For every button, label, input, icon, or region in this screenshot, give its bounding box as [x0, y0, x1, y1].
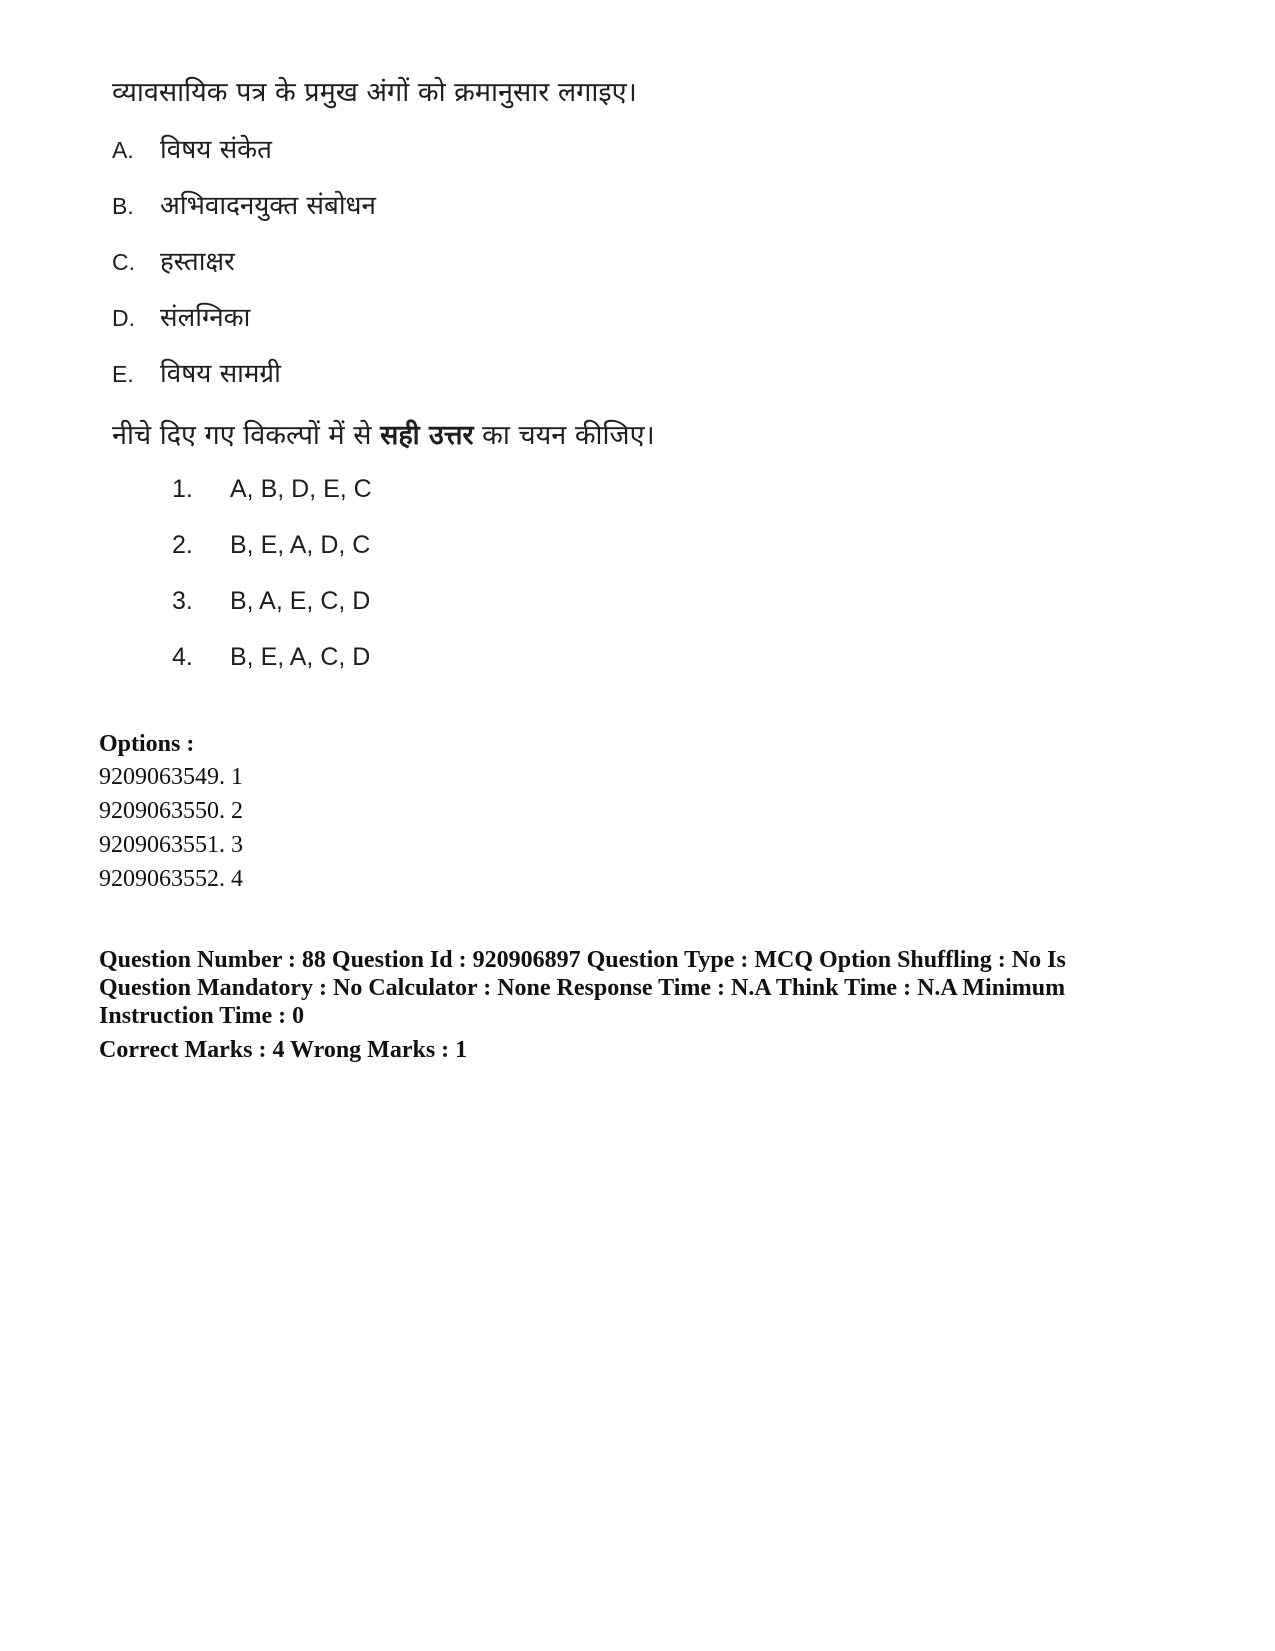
instruction-emphasis: सही उत्तर: [380, 420, 474, 451]
instruction-text-end: का चयन कीजिए।: [473, 420, 655, 451]
item-text: संलग्निका: [160, 303, 251, 333]
item-letter: C.: [112, 249, 135, 275]
answer-choice-2: [172, 531, 370, 560]
choice-text: A, B, D, E, C: [230, 475, 372, 503]
choice-text: B, E, A, D, C: [230, 531, 371, 559]
choice-number: 4.: [172, 643, 193, 671]
item-text: विषय संकेत: [160, 135, 272, 165]
item-text: अभिवादनयुक्त संबोधन: [160, 191, 376, 221]
options-heading: Options :: [99, 731, 195, 757]
item-text: हस्ताक्षर: [160, 247, 235, 277]
question-item-b: [112, 186, 376, 222]
choice-number: 3.: [172, 587, 193, 615]
option-line: 9209063551. 3: [99, 832, 243, 858]
question-item-e: [112, 354, 281, 390]
item-letter: A.: [112, 137, 134, 163]
item-letter: D.: [112, 305, 135, 331]
marks-info: Correct Marks : 4 Wrong Marks : 1: [99, 1037, 468, 1063]
item-letter: B.: [112, 193, 134, 219]
option-line: 9209063549. 1: [99, 764, 243, 790]
question-item-c: [112, 242, 235, 278]
question-info: Question Number : 88 Question Id : 920906897 Question Type : MCQ Option Shuffling : No Is Question Mandatory : No Calculator : None Response Time : N.A Think Time : N.A Minimum Instruction Time : 0: [99, 947, 1066, 1029]
question-item-d: [112, 298, 250, 334]
choice-number: 2.: [172, 531, 193, 559]
answer-choice-1: [172, 475, 372, 504]
instruction-text: नीचे दिए गए विकल्पों में से: [112, 420, 381, 451]
answer-choice-4: [172, 643, 370, 672]
options-block: [99, 730, 243, 899]
choice-text: B, A, E, C, D: [230, 587, 371, 615]
choice-text: B, E, A, C, D: [230, 643, 371, 671]
answer-choice-3: [172, 587, 370, 616]
item-letter: E.: [112, 361, 134, 387]
item-text: विषय सामग्री: [160, 359, 281, 389]
question-title: व्यावसायिक पत्र के प्रमुख अंगों को क्रमानुसार लगाइए।: [112, 77, 637, 108]
option-line: 9209063550. 2: [99, 798, 243, 824]
question-item-a: [112, 130, 272, 166]
question-instruction: [112, 415, 655, 452]
option-line: 9209063552. 4: [99, 866, 243, 892]
choice-number: 1.: [172, 475, 193, 503]
question-meta: [99, 946, 1119, 1064]
